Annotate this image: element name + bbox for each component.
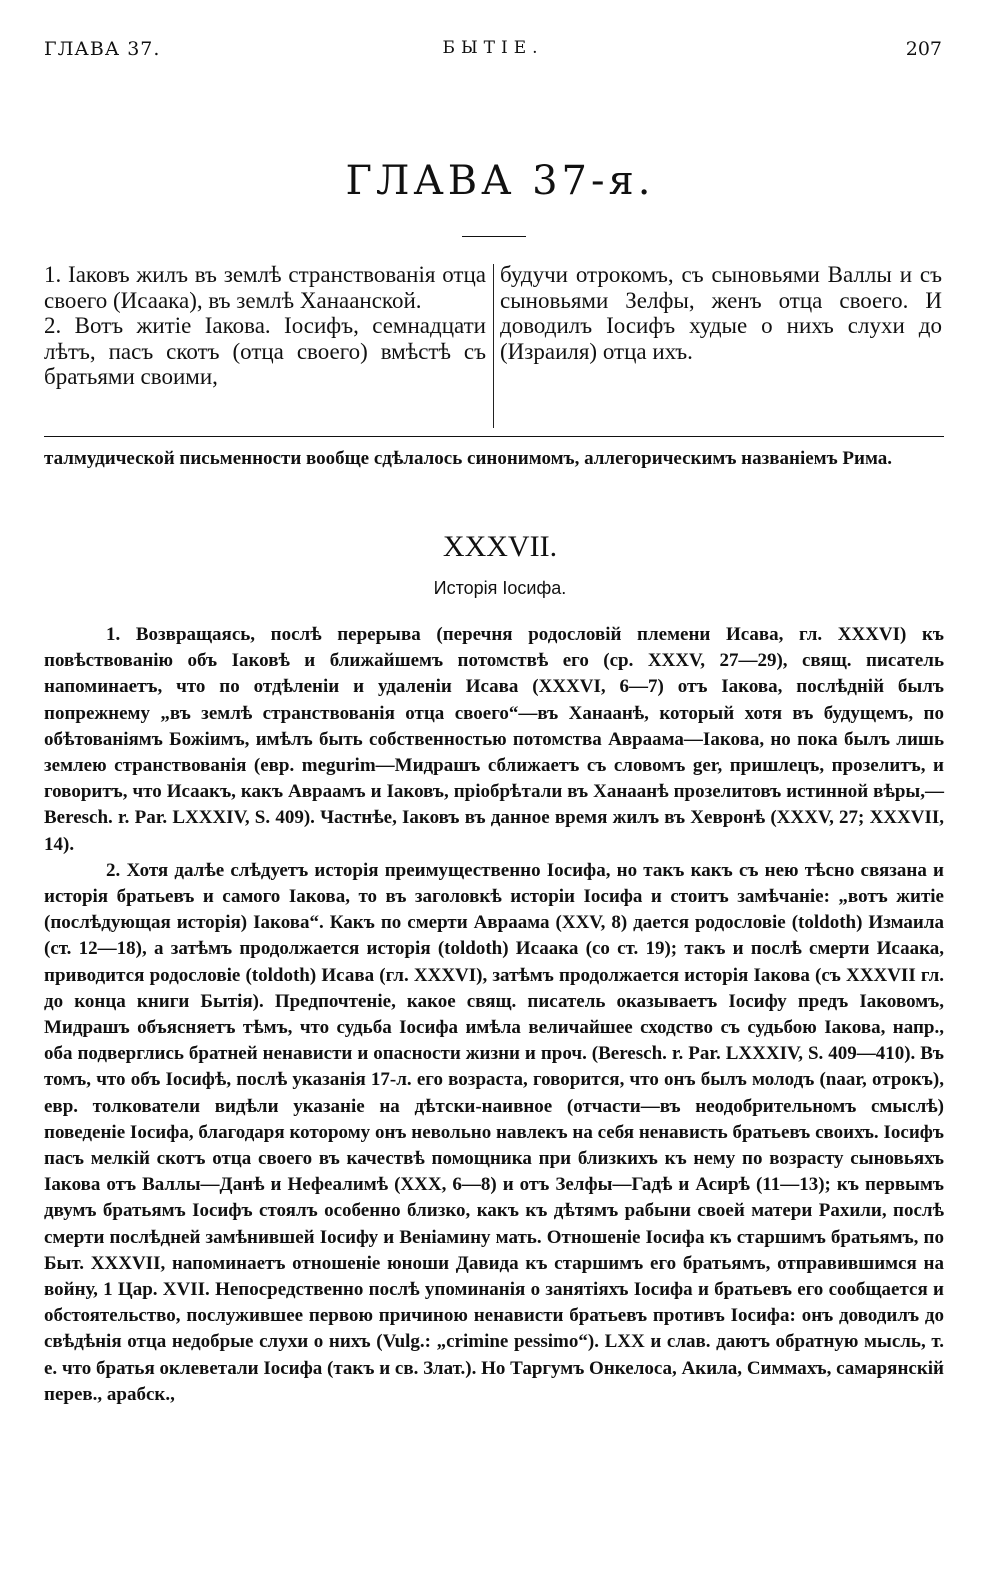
running-head-book-title: БЫТІЕ. [442,38,544,58]
title-divider [462,236,526,237]
running-head-chapter: ГЛАВА 37. [44,38,161,60]
section-number: XXXVII. [442,530,558,563]
commentary-paragraph-2: 2. Хотя далѣе слѣдуетъ исторія преимущественно Іосифа, но такъ какъ съ нею тѣсно связана и исторія братьевъ и самого Іакова, то въ заголовкѣ исторіи Іосифа и стоитъ замѣчаніе: „вотъ житіе (послѣдующая исторія) Іакова“. Какъ по смерти Авраама (XXV, 8) дается родословіе (toldoth) Измаила (ст. 12—18), а затѣмъ продолжается исторія (toldoth) Исаака (со ст. 19); такъ и послѣ смерти Исаака, приводится родословіе (toldoth) Исава (гл. XXXVI), затѣмъ продолжается исторія Іакова (съ XXXVII гл. до конца книги Бытія). Предпочтеніе, какое свящ. писатель оказываетъ Іосифу предъ Іаковомъ, Мидрашъ объясняетъ тѣмъ, что судьба Іосифа имѣла величайшее сходство съ судьбою Іакова, напр., оба подверглись братней ненависти и опасности жизни и проч. (Beresch. r. Par. LXXXIV, S. 409—410). Въ томъ, что объ Іосифѣ, послѣ указанія 17-л. его возраста, говорится, что онъ былъ молодъ (naar, отрокъ), евр. толкователи видѣли указаніе на дѣтски-наивное (отчасти—въ неодобрительномъ смыслѣ) поведеніе Іосифа, благодаря которому онъ невольно навлекъ на себя ненависть братьевъ своихъ. Іосифъ пасъ мелкій скотъ отца своего въ качествѣ помощника при близкихъ къ нему по возрасту сыновьяхъ Іакова отъ Валлы—Данѣ и Нефеалимѣ (XXX, 6—8) и отъ Зелфы—Гадѣ и Асирѣ (11—13); къ первымъ двумъ братьямъ Іосифъ стоялъ особенно близко, какъ къ дѣтямъ рабыни своей матери Рахили, послѣ смерти послѣдней замѣнившей Іосифу и Веніамину мать. Отношеніе Іосифа къ старшимъ братьямъ, по Быт. XXXVII, напоминаетъ отношеніе юноши Давида къ старшимъ его братьямъ, отправившимся на войну, 1 Цар. XVII. Непосредственно послѣ упоминанія о занятіяхъ Іосифа и братьевъ его сообщается и обстоятельство, послужившее первою причиною ненависти братьевъ противъ Іосифа: онъ доводилъ до свѣдѣнія отца недобрые слухи о нихъ (Vulg.: „crimine pessimo“). LXX и слав. даютъ обратную мысль, т. е. что братья оклеветали Іосифа (такъ и св. Злат.). Но Таргумъ Онкелоса, Акила, Симмахъ, самарянскій перев., арабск., [44,859,944,1405]
verse-2-continued: будучи отрокомъ, съ сыновьями Валлы и съ сыновьями Зелфы, женъ отца своего. И доводилъ Іосифъ худые о нихъ слухи до (Израиля) отца ихъ. [500,262,942,364]
page-number: 207 [905,38,942,60]
scripture-text [44,262,944,428]
scripture-right-column [500,262,942,364]
previous-commentary-continuation: талмудической письменности вообще сдѣлалось синонимомъ, аллегорическимъ названіемъ Рима. [44,448,893,469]
verse-1: 1. Іаковъ жилъ въ землѣ странствованія отца своего (Исаака), въ землѣ Ханаанской. [44,262,486,313]
scripture-left-column [44,262,486,390]
commentary-body [44,622,944,1408]
section-title: Исторія Іосифа. [433,578,567,598]
running-head [44,38,942,68]
commentary-paragraph-1: 1. Возвращаясь, послѣ перерыва (перечня родословій племени Исава, гл. XXXVI) къ повѣствованію объ Іаковѣ и ближайшемъ потомствѣ его (ср. XXXV, 27—29), свящ. писатель напоминаетъ, что по отдѣленіи и удаленіи Исава (XXXVI, 6—7) отъ Іакова, послѣдній былъ попрежнему „въ землѣ странствованія отца своего“—въ Ханаанѣ, который хотя въ будущемъ, по обѣтованіямъ Божіимъ, имѣлъ быть собственностью потомства Авраама—Іакова, но пока былъ лишь землею странствованія (евр. megurim—Мидрашъ сближаетъ съ словомъ ger, пришлецъ, прозелитъ, и говоритъ, что Исаакъ, какъ Авраамъ и Іаковъ, пріобрѣтали въ Ханаанѣ прозелитовъ истинной вѣры,—Beresch. r. Par. LXXXIV, S. 409). Частнѣе, Іаковъ въ данное время жилъ въ Хевронѣ (XXXV, 27; XXXVII, 14). [44,624,944,855]
verse-2: 2. Вотъ житіе Іакова. Іосифъ, семнадцати лѣтъ, пасъ скотъ (отца своего) вмѣстѣ съ братьями своими, [44,313,486,390]
section-divider [44,436,944,437]
chapter-title: ГЛАВА 37-я. [345,158,655,204]
column-divider [493,264,494,428]
